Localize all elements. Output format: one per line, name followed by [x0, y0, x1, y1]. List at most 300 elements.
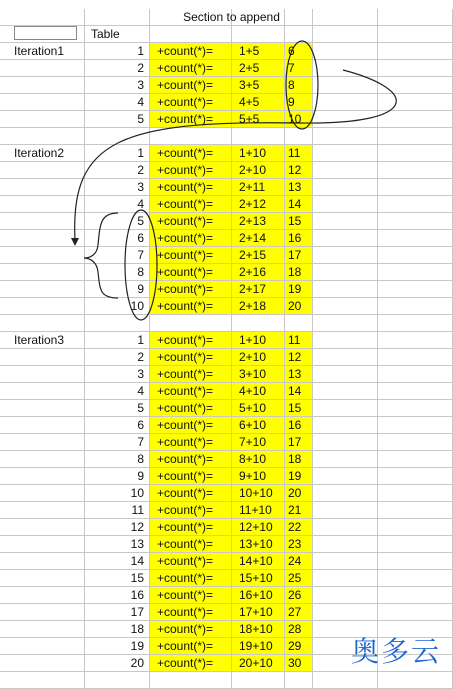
row-number-cell[interactable]: 6: [85, 230, 150, 247]
empty-cell[interactable]: [378, 485, 453, 502]
empty-cell[interactable]: [378, 94, 453, 111]
empty-cell[interactable]: [378, 604, 453, 621]
table-row: [0, 434, 453, 451]
empty-cell[interactable]: [313, 196, 378, 213]
result-cell[interactable]: 11: [285, 145, 313, 162]
expression-cell[interactable]: 14+10: [232, 553, 285, 570]
table-row: [0, 179, 453, 196]
header-cell[interactable]: [313, 26, 378, 43]
result-cell[interactable]: 14: [285, 383, 313, 400]
table-row: [0, 213, 453, 230]
header-cell[interactable]: [85, 9, 150, 26]
iteration-label[interactable]: Iteration2: [0, 145, 85, 162]
result-cell[interactable]: 8: [285, 77, 313, 94]
empty-cell[interactable]: [0, 536, 85, 553]
row-number-cell[interactable]: 9: [85, 281, 150, 298]
formula-cell[interactable]: +count(*)=: [150, 451, 232, 468]
row-number-cell[interactable]: 3: [85, 179, 150, 196]
expression-cell[interactable]: 2+15: [232, 247, 285, 264]
header-cell[interactable]: [0, 9, 85, 26]
empty-cell[interactable]: [313, 451, 378, 468]
formula-cell[interactable]: +count(*)=: [150, 366, 232, 383]
formula-cell[interactable]: +count(*)=: [150, 638, 232, 655]
result-cell[interactable]: 15: [285, 213, 313, 230]
table-row: [0, 400, 453, 417]
empty-cell[interactable]: [378, 468, 453, 485]
empty-cell[interactable]: [0, 213, 85, 230]
result-cell[interactable]: 28: [285, 621, 313, 638]
empty-cell[interactable]: [313, 383, 378, 400]
row-number-cell[interactable]: 7: [85, 247, 150, 264]
expression-cell[interactable]: 1+5: [232, 43, 285, 60]
empty-cell[interactable]: [378, 230, 453, 247]
empty-cell[interactable]: [0, 383, 85, 400]
empty-cell[interactable]: [313, 264, 378, 281]
section-title: Section to append: [183, 10, 280, 24]
row-number-cell[interactable]: 11: [85, 502, 150, 519]
expression-cell[interactable]: 2+10: [232, 162, 285, 179]
expression-cell[interactable]: 20+10: [232, 655, 285, 672]
formula-cell[interactable]: +count(*)=: [150, 264, 232, 281]
empty-cell[interactable]: [313, 77, 378, 94]
expression-cell[interactable]: 4+5: [232, 94, 285, 111]
empty-cell[interactable]: [0, 638, 85, 655]
formula-cell[interactable]: +count(*)=: [150, 162, 232, 179]
row-number-cell[interactable]: 17: [85, 604, 150, 621]
table-row: [0, 366, 453, 383]
empty-cell[interactable]: [378, 434, 453, 451]
empty-cell[interactable]: [0, 587, 85, 604]
empty-cell[interactable]: [0, 298, 85, 315]
empty-cell[interactable]: [285, 672, 313, 689]
formula-cell[interactable]: +count(*)=: [150, 553, 232, 570]
table-row: [0, 485, 453, 502]
row-number-cell[interactable]: 16: [85, 587, 150, 604]
result-cell[interactable]: 26: [285, 587, 313, 604]
empty-cell[interactable]: [378, 570, 453, 587]
row-number-cell[interactable]: 2: [85, 349, 150, 366]
expression-cell[interactable]: 3+10: [232, 366, 285, 383]
formula-cell[interactable]: +count(*)=: [150, 145, 232, 162]
empty-cell[interactable]: [378, 536, 453, 553]
table-row: [0, 502, 453, 519]
table-row: [0, 281, 453, 298]
empty-cell[interactable]: [378, 43, 453, 60]
row-number-cell[interactable]: 6: [85, 417, 150, 434]
row-number-cell[interactable]: 2: [85, 60, 150, 77]
empty-cell[interactable]: [313, 332, 378, 349]
expression-cell[interactable]: 4+10: [232, 383, 285, 400]
result-cell[interactable]: 13: [285, 179, 313, 196]
row-number-cell[interactable]: 3: [85, 366, 150, 383]
empty-cell[interactable]: [378, 77, 453, 94]
row-number-cell[interactable]: 13: [85, 536, 150, 553]
formula-cell[interactable]: +count(*)=: [150, 298, 232, 315]
row-number-cell[interactable]: 1: [85, 43, 150, 60]
empty-cell[interactable]: [313, 400, 378, 417]
result-cell[interactable]: 18: [285, 451, 313, 468]
result-cell[interactable]: 25: [285, 570, 313, 587]
empty-cell[interactable]: [0, 315, 85, 332]
empty-cell[interactable]: [85, 128, 150, 145]
formula-cell[interactable]: +count(*)=: [150, 519, 232, 536]
expression-cell[interactable]: 8+10: [232, 451, 285, 468]
empty-cell[interactable]: [0, 655, 85, 672]
empty-cell[interactable]: [313, 145, 378, 162]
empty-cell[interactable]: [313, 213, 378, 230]
empty-cell[interactable]: [378, 400, 453, 417]
formula-cell[interactable]: +count(*)=: [150, 570, 232, 587]
result-cell[interactable]: 18: [285, 264, 313, 281]
empty-cell[interactable]: [378, 417, 453, 434]
expression-cell[interactable]: 13+10: [232, 536, 285, 553]
header-cell[interactable]: [313, 9, 378, 26]
blank-row: [0, 672, 453, 689]
result-cell[interactable]: 9: [285, 94, 313, 111]
result-cell[interactable]: 24: [285, 553, 313, 570]
result-cell[interactable]: 19: [285, 281, 313, 298]
header-cell[interactable]: [285, 26, 313, 43]
empty-cell[interactable]: [0, 111, 85, 128]
result-cell[interactable]: 30: [285, 655, 313, 672]
name-box-input[interactable]: [14, 26, 77, 40]
empty-cell[interactable]: [378, 281, 453, 298]
empty-cell[interactable]: [378, 247, 453, 264]
empty-cell[interactable]: [313, 570, 378, 587]
expression-cell[interactable]: 11+10: [232, 502, 285, 519]
row-number-cell[interactable]: 12: [85, 519, 150, 536]
empty-cell[interactable]: [313, 298, 378, 315]
result-cell[interactable]: 21: [285, 502, 313, 519]
empty-cell[interactable]: [313, 468, 378, 485]
empty-cell[interactable]: [378, 519, 453, 536]
empty-cell[interactable]: [378, 451, 453, 468]
empty-cell[interactable]: [232, 672, 285, 689]
table-row: [0, 77, 453, 94]
row-number-cell[interactable]: 5: [85, 213, 150, 230]
empty-cell[interactable]: [0, 434, 85, 451]
formula-cell[interactable]: +count(*)=: [150, 485, 232, 502]
empty-cell[interactable]: [0, 672, 85, 689]
row-number-cell[interactable]: 3: [85, 77, 150, 94]
empty-cell[interactable]: [378, 179, 453, 196]
empty-cell[interactable]: [378, 264, 453, 281]
formula-cell[interactable]: +count(*)=: [150, 383, 232, 400]
empty-cell[interactable]: [0, 366, 85, 383]
row-number-cell[interactable]: 4: [85, 94, 150, 111]
row-number-cell[interactable]: 1: [85, 145, 150, 162]
expression-cell[interactable]: 1+10: [232, 145, 285, 162]
empty-cell[interactable]: [0, 230, 85, 247]
empty-cell[interactable]: [313, 281, 378, 298]
header-cell[interactable]: [378, 26, 453, 43]
empty-cell[interactable]: [285, 315, 313, 332]
empty-cell[interactable]: [378, 298, 453, 315]
expression-cell[interactable]: 2+17: [232, 281, 285, 298]
result-cell[interactable]: 12: [285, 162, 313, 179]
formula-cell[interactable]: +count(*)=: [150, 417, 232, 434]
empty-cell[interactable]: [85, 672, 150, 689]
table-row: [0, 332, 453, 349]
row-number-cell[interactable]: 5: [85, 111, 150, 128]
empty-cell[interactable]: [0, 162, 85, 179]
empty-cell[interactable]: [378, 162, 453, 179]
row-number-cell[interactable]: 19: [85, 638, 150, 655]
empty-cell[interactable]: [313, 485, 378, 502]
expression-cell[interactable]: 2+12: [232, 196, 285, 213]
result-cell[interactable]: 15: [285, 400, 313, 417]
empty-cell[interactable]: [378, 60, 453, 77]
empty-cell[interactable]: [285, 128, 313, 145]
empty-cell[interactable]: [0, 502, 85, 519]
empty-cell[interactable]: [378, 349, 453, 366]
result-cell[interactable]: 16: [285, 417, 313, 434]
formula-cell[interactable]: +count(*)=: [150, 587, 232, 604]
row-number-cell[interactable]: 1: [85, 332, 150, 349]
result-cell[interactable]: 27: [285, 604, 313, 621]
empty-cell[interactable]: [378, 332, 453, 349]
formula-cell[interactable]: +count(*)=: [150, 230, 232, 247]
empty-cell[interactable]: [378, 213, 453, 230]
empty-cell[interactable]: [313, 94, 378, 111]
result-cell[interactable]: 19: [285, 468, 313, 485]
result-cell[interactable]: 12: [285, 349, 313, 366]
formula-cell[interactable]: +count(*)=: [150, 604, 232, 621]
result-cell[interactable]: 17: [285, 247, 313, 264]
empty-cell[interactable]: [0, 77, 85, 94]
header-cell[interactable]: [378, 9, 453, 26]
empty-cell[interactable]: [0, 179, 85, 196]
watermark-logo: 奥多云: [350, 635, 441, 668]
row-number-cell[interactable]: 2: [85, 162, 150, 179]
empty-cell[interactable]: [0, 604, 85, 621]
formula-cell[interactable]: +count(*)=: [150, 434, 232, 451]
header-cell[interactable]: [232, 26, 285, 43]
formula-cell[interactable]: +count(*)=: [150, 179, 232, 196]
formula-cell[interactable]: +count(*)=: [150, 196, 232, 213]
empty-cell[interactable]: [313, 417, 378, 434]
row-number-cell[interactable]: 4: [85, 383, 150, 400]
expression-cell[interactable]: 2+13: [232, 213, 285, 230]
formula-cell[interactable]: +count(*)=: [150, 213, 232, 230]
empty-cell[interactable]: [313, 111, 378, 128]
empty-cell[interactable]: [313, 434, 378, 451]
empty-cell[interactable]: [378, 111, 453, 128]
expression-cell[interactable]: 2+10: [232, 349, 285, 366]
empty-cell[interactable]: [313, 672, 378, 689]
empty-cell[interactable]: [0, 400, 85, 417]
table-row: [0, 553, 453, 570]
result-cell[interactable]: 11: [285, 332, 313, 349]
expression-cell[interactable]: 17+10: [232, 604, 285, 621]
empty-cell[interactable]: [0, 60, 85, 77]
empty-cell[interactable]: [378, 587, 453, 604]
table-row: [0, 383, 453, 400]
formula-cell[interactable]: +count(*)=: [150, 247, 232, 264]
table-row: [0, 604, 453, 621]
expression-cell[interactable]: 2+18: [232, 298, 285, 315]
row-number-cell[interactable]: 10: [85, 298, 150, 315]
empty-cell[interactable]: [378, 196, 453, 213]
row-number-cell[interactable]: 8: [85, 264, 150, 281]
result-cell[interactable]: 7: [285, 60, 313, 77]
result-cell[interactable]: 13: [285, 366, 313, 383]
expression-cell[interactable]: 12+10: [232, 519, 285, 536]
formula-cell[interactable]: +count(*)=: [150, 43, 232, 60]
formula-cell[interactable]: +count(*)=: [150, 349, 232, 366]
expression-cell[interactable]: 2+16: [232, 264, 285, 281]
table-row: [0, 587, 453, 604]
empty-cell[interactable]: [313, 349, 378, 366]
table-row: [0, 417, 453, 434]
result-cell[interactable]: 23: [285, 536, 313, 553]
empty-cell[interactable]: [378, 383, 453, 400]
expression-cell[interactable]: 5+10: [232, 400, 285, 417]
result-cell[interactable]: 22: [285, 519, 313, 536]
empty-cell[interactable]: [0, 196, 85, 213]
empty-cell[interactable]: [0, 247, 85, 264]
formula-cell[interactable]: +count(*)=: [150, 655, 232, 672]
empty-cell[interactable]: [313, 519, 378, 536]
result-cell[interactable]: 17: [285, 434, 313, 451]
empty-cell[interactable]: [313, 128, 378, 145]
empty-cell[interactable]: [85, 315, 150, 332]
table-row: [0, 264, 453, 281]
expression-cell[interactable]: 6+10: [232, 417, 285, 434]
empty-cell[interactable]: [378, 672, 453, 689]
table-row: [0, 94, 453, 111]
expression-cell[interactable]: 16+10: [232, 587, 285, 604]
expression-cell[interactable]: 10+10: [232, 485, 285, 502]
empty-cell[interactable]: [313, 230, 378, 247]
result-cell[interactable]: 14: [285, 196, 313, 213]
formula-cell[interactable]: +count(*)=: [150, 77, 232, 94]
empty-cell[interactable]: [313, 60, 378, 77]
empty-cell[interactable]: [0, 553, 85, 570]
empty-cell[interactable]: [313, 604, 378, 621]
iteration-label[interactable]: Iteration1: [0, 43, 85, 60]
empty-cell[interactable]: [0, 519, 85, 536]
empty-cell[interactable]: [0, 570, 85, 587]
empty-cell[interactable]: [313, 162, 378, 179]
empty-cell[interactable]: [378, 145, 453, 162]
formula-cell[interactable]: +count(*)=: [150, 60, 232, 77]
empty-cell[interactable]: [0, 451, 85, 468]
empty-cell[interactable]: [313, 587, 378, 604]
row-number-cell[interactable]: 15: [85, 570, 150, 587]
empty-cell[interactable]: [378, 366, 453, 383]
row-number-cell[interactable]: 20: [85, 655, 150, 672]
table-row: [0, 298, 453, 315]
empty-cell[interactable]: [313, 553, 378, 570]
header-cell[interactable]: [150, 26, 232, 43]
empty-cell[interactable]: [232, 128, 285, 145]
empty-cell[interactable]: [0, 264, 85, 281]
row-number-cell[interactable]: 14: [85, 553, 150, 570]
row-number-cell[interactable]: 9: [85, 468, 150, 485]
result-cell[interactable]: 6: [285, 43, 313, 60]
formula-cell[interactable]: +count(*)=: [150, 332, 232, 349]
blank-row: [0, 128, 453, 145]
empty-cell[interactable]: [0, 621, 85, 638]
formula-cell[interactable]: +count(*)=: [150, 111, 232, 128]
row-number-cell[interactable]: 8: [85, 451, 150, 468]
empty-cell[interactable]: [313, 366, 378, 383]
result-cell[interactable]: 10: [285, 111, 313, 128]
formula-cell[interactable]: +count(*)=: [150, 621, 232, 638]
empty-cell[interactable]: [150, 315, 232, 332]
empty-cell[interactable]: [313, 502, 378, 519]
row-number-cell[interactable]: 5: [85, 400, 150, 417]
empty-cell[interactable]: [378, 128, 453, 145]
row-number-cell[interactable]: 7: [85, 434, 150, 451]
blank-row: [0, 315, 453, 332]
table-row: [0, 230, 453, 247]
result-cell[interactable]: 20: [285, 298, 313, 315]
empty-cell[interactable]: [313, 536, 378, 553]
table-row: [0, 196, 453, 213]
formula-cell[interactable]: +count(*)=: [150, 502, 232, 519]
expression-cell[interactable]: 5+5: [232, 111, 285, 128]
empty-cell[interactable]: [0, 94, 85, 111]
result-cell[interactable]: 29: [285, 638, 313, 655]
empty-cell[interactable]: [378, 502, 453, 519]
result-cell[interactable]: 20: [285, 485, 313, 502]
iteration-label[interactable]: Iteration3: [0, 332, 85, 349]
empty-cell[interactable]: [0, 349, 85, 366]
empty-cell[interactable]: [0, 281, 85, 298]
row-number-cell[interactable]: 10: [85, 485, 150, 502]
expression-cell[interactable]: 2+14: [232, 230, 285, 247]
empty-cell[interactable]: [0, 417, 85, 434]
empty-cell[interactable]: [0, 468, 85, 485]
empty-cell[interactable]: [313, 179, 378, 196]
formula-cell[interactable]: +count(*)=: [150, 281, 232, 298]
formula-cell[interactable]: +count(*)=: [150, 536, 232, 553]
expression-cell[interactable]: 18+10: [232, 621, 285, 638]
row-number-cell[interactable]: 18: [85, 621, 150, 638]
table-row: [0, 349, 453, 366]
expression-cell[interactable]: 1+10: [232, 332, 285, 349]
empty-cell[interactable]: [150, 128, 232, 145]
expression-cell[interactable]: 7+10: [232, 434, 285, 451]
empty-cell[interactable]: [150, 672, 232, 689]
table-row: [0, 60, 453, 77]
empty-cell[interactable]: [0, 128, 85, 145]
empty-cell[interactable]: [232, 315, 285, 332]
empty-cell[interactable]: [0, 485, 85, 502]
empty-cell[interactable]: [378, 315, 453, 332]
expression-cell[interactable]: 2+5: [232, 60, 285, 77]
expression-cell[interactable]: 2+11: [232, 179, 285, 196]
table-label: Table: [91, 27, 120, 41]
row-number-cell[interactable]: 4: [85, 196, 150, 213]
result-cell[interactable]: 16: [285, 230, 313, 247]
expression-cell[interactable]: 3+5: [232, 77, 285, 94]
empty-cell[interactable]: [378, 553, 453, 570]
table-row: [0, 145, 453, 162]
expression-cell[interactable]: 19+10: [232, 638, 285, 655]
empty-cell[interactable]: [313, 43, 378, 60]
table-row: [0, 162, 453, 179]
empty-cell[interactable]: [313, 247, 378, 264]
expression-cell[interactable]: 15+10: [232, 570, 285, 587]
formula-cell[interactable]: +count(*)=: [150, 400, 232, 417]
formula-cell[interactable]: +count(*)=: [150, 468, 232, 485]
empty-cell[interactable]: [313, 315, 378, 332]
expression-cell[interactable]: 9+10: [232, 468, 285, 485]
formula-cell[interactable]: +count(*)=: [150, 94, 232, 111]
